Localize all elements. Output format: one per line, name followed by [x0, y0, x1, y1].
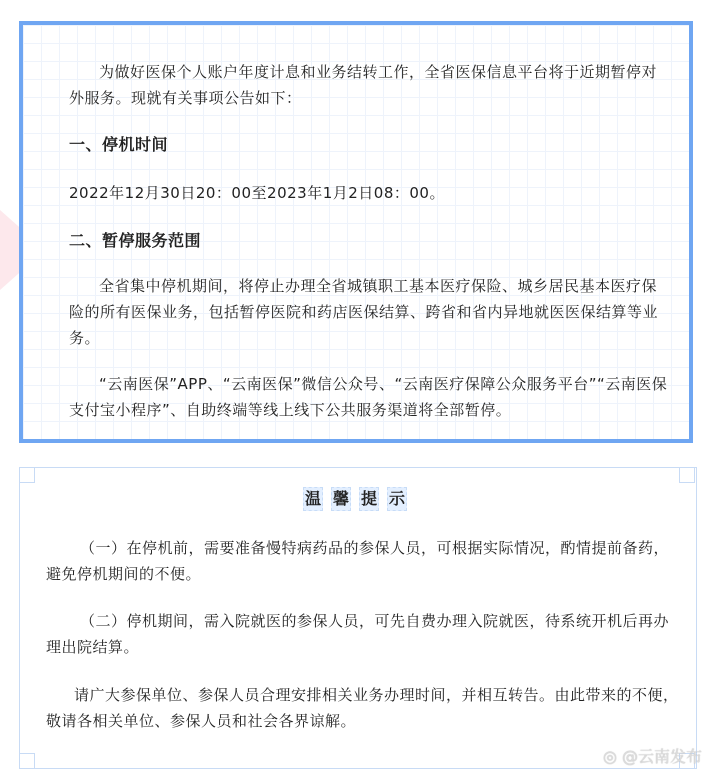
- tip-item-2: （二）停机期间，需入院就医的参保人员，可先自费办理入院就医，待系统开机后再办理出院结算。: [46, 612, 670, 656]
- tip-item-1: （一）在停机前，需要准备慢特病药品的参保人员，可根据实际情况，酌情提前备药，避免停机期间的不便。: [46, 539, 670, 583]
- title-char: 馨: [331, 487, 351, 511]
- section1-title: 一、停机时间: [69, 135, 169, 154]
- corner-ornament: [19, 467, 35, 483]
- closing-text: 请广大参保单位、参保人员合理安排相关业务办理时间，并相互转告。由此带来的不便，敬请各相关单位、参保人员和社会各界谅解。: [46, 686, 679, 730]
- weibo-watermark: [603, 744, 702, 767]
- notice-intro: 为做好医保个人账户年度计息和业务结转工作，全省医保信息平台将于近期暂停对外服务。现就有关事项公告如下：: [69, 63, 658, 107]
- section1-body: 2022年12月30日20：00至2023年1月2日08：00。: [69, 184, 445, 202]
- corner-ornament: [679, 467, 695, 483]
- section2-title: 二、暂停服务范围: [69, 231, 202, 250]
- title-char: 提: [359, 487, 379, 511]
- notice-box: [19, 21, 693, 443]
- section2-body1: 全省集中停机期间，将停止办理全省城镇职工基本医疗保险、城乡居民基本医疗保险的所有医保业务，包括暂停医院和药店医保结算、跨省和省内异地就医医保结算等业务。: [69, 277, 659, 347]
- weibo-icon: ◎: [602, 747, 622, 766]
- tips-title: [0, 487, 710, 511]
- title-char: 温: [303, 487, 323, 511]
- corner-ornament: [19, 753, 35, 769]
- section2-body2: “云南医保”APP、“云南医保”微信公众号、“云南医疗保障公众服务平台”“云南医保支付宝小程序”、自助终端等线上线下公共服务渠道将全部暂停。: [69, 375, 668, 419]
- title-char: 示: [387, 487, 407, 511]
- watermark-text: @云南发布: [621, 747, 702, 766]
